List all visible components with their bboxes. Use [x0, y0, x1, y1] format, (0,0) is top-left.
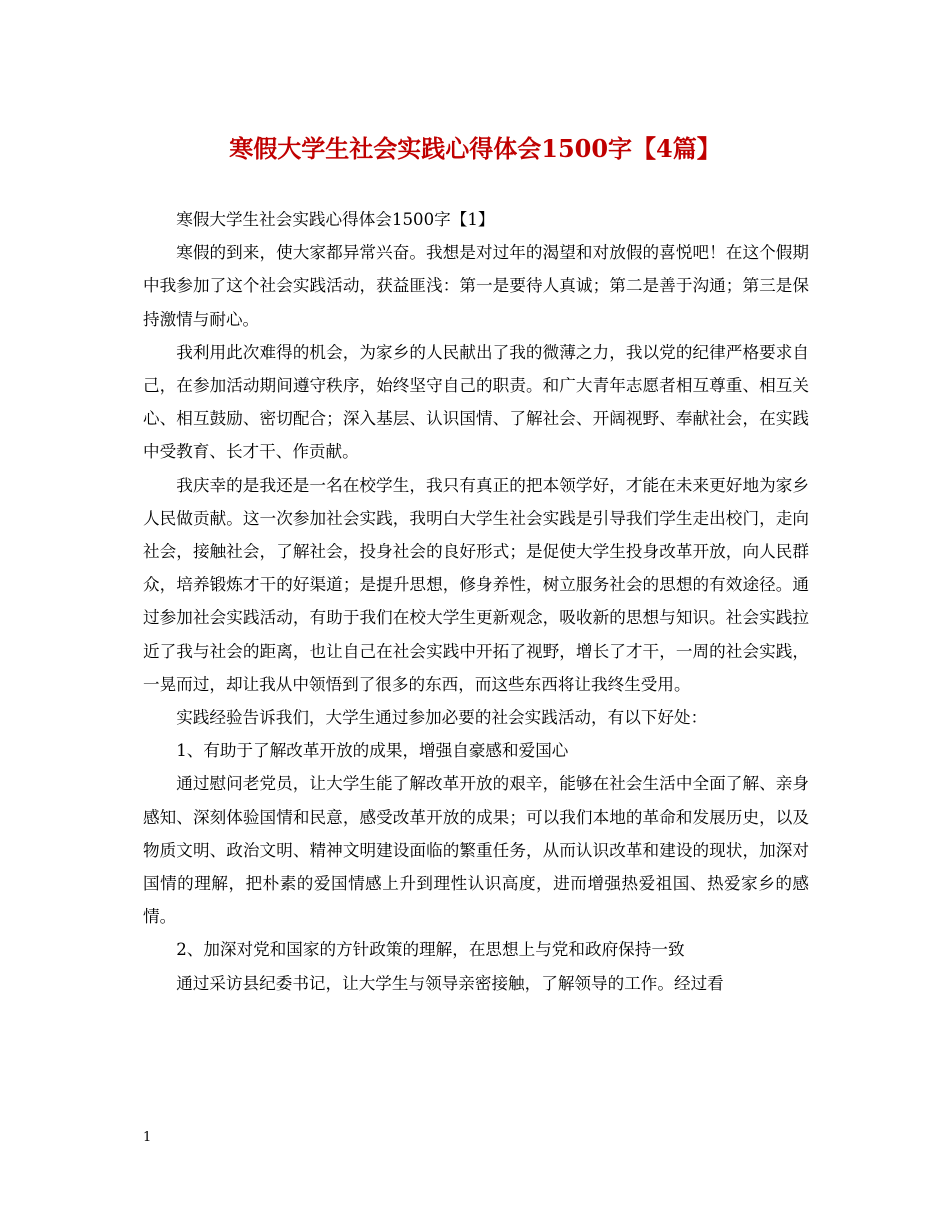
body-paragraph: 通过采访县纪委书记，让大学生与领导亲密接触，了解领导的工作。经过看	[176, 973, 724, 993]
section-heading: 寒假大学生社会实践心得体会1500字【1】	[176, 210, 495, 229]
numbered-point-heading: 2、加深对党和国家的方针政策的理解，在思想上与党和政府保持一致	[176, 940, 685, 960]
body-paragraph: 我庆幸的是我还是一名在校学生，我只有真正的把本领学好，才能在未来更好地为家乡人民做贡献。这一次参加社会实践，我明白大学生社会实践是引导我们学生走出校门，走向社会，接触社会，了解社会，投身社会的良好形式；是促使大学生投身改革开放，向人民群众，培养锻炼才干的好渠道；是提升思想，修身养性，树立服务社会的思想的有效途径。通过参加社会实践活动，有助于我们在校大学生更新观念，吸收新的思想与知识。社会实践拉近了我与社会的距离，也让自己在社会实践中开拓了视野，增长了才干，一周的社会实践，一晃而过，却让我从中领悟到了很多的东西，而这些东西将让我终生受用。	[143, 475, 809, 694]
body-paragraph: 我利用此次难得的机会，为家乡的人民献出了我的微薄之力，我以党的纪律严格要求自己，在参加活动期间遵守秩序，始终坚守自己的职责。和广大青年志愿者相互尊重、相互关心、相互鼓励、密切配合；深入基层、认识国情、了解社会、开阔视野、奉献社会，在实践中受教育、长才干、作贡献。	[143, 342, 809, 462]
numbered-point-heading: 1、有助于了解改革开放的成果，增强自豪感和爱国心	[176, 741, 569, 761]
body-paragraph: 通过慰问老党员，让大学生能了解改革开放的艰辛，能够在社会生活中全面了解、亲身感知、深刻体验国情和民意，感受改革开放的成果；可以我们本地的革命和发展历史，以及物质文明、政治文明、精神文明建设面临的繁重任务，从而认识改革和建设的现状，加深对国情的理解，把朴素的爱国情感上升到理性认识高度，进而增强热爱祖国、热爱家乡的感情。	[143, 774, 809, 927]
page-number: 1	[143, 1130, 152, 1145]
body-paragraph: 实践经验告诉我们，大学生通过参加必要的社会实践活动，有以下好处：	[176, 708, 708, 728]
document-title: 寒假大学生社会实践心得体会1500字【4篇】	[229, 134, 721, 163]
document-body	[143, 203, 809, 1000]
body-paragraph: 寒假的到来，使大家都异常兴奋。我想是对过年的渴望和对放假的喜悦吧！在这个假期中我参加了这个社会实践活动，获益匪浅：第一是要待人真诚；第二是善于沟通；第三是保持激情与耐心。	[143, 243, 809, 329]
